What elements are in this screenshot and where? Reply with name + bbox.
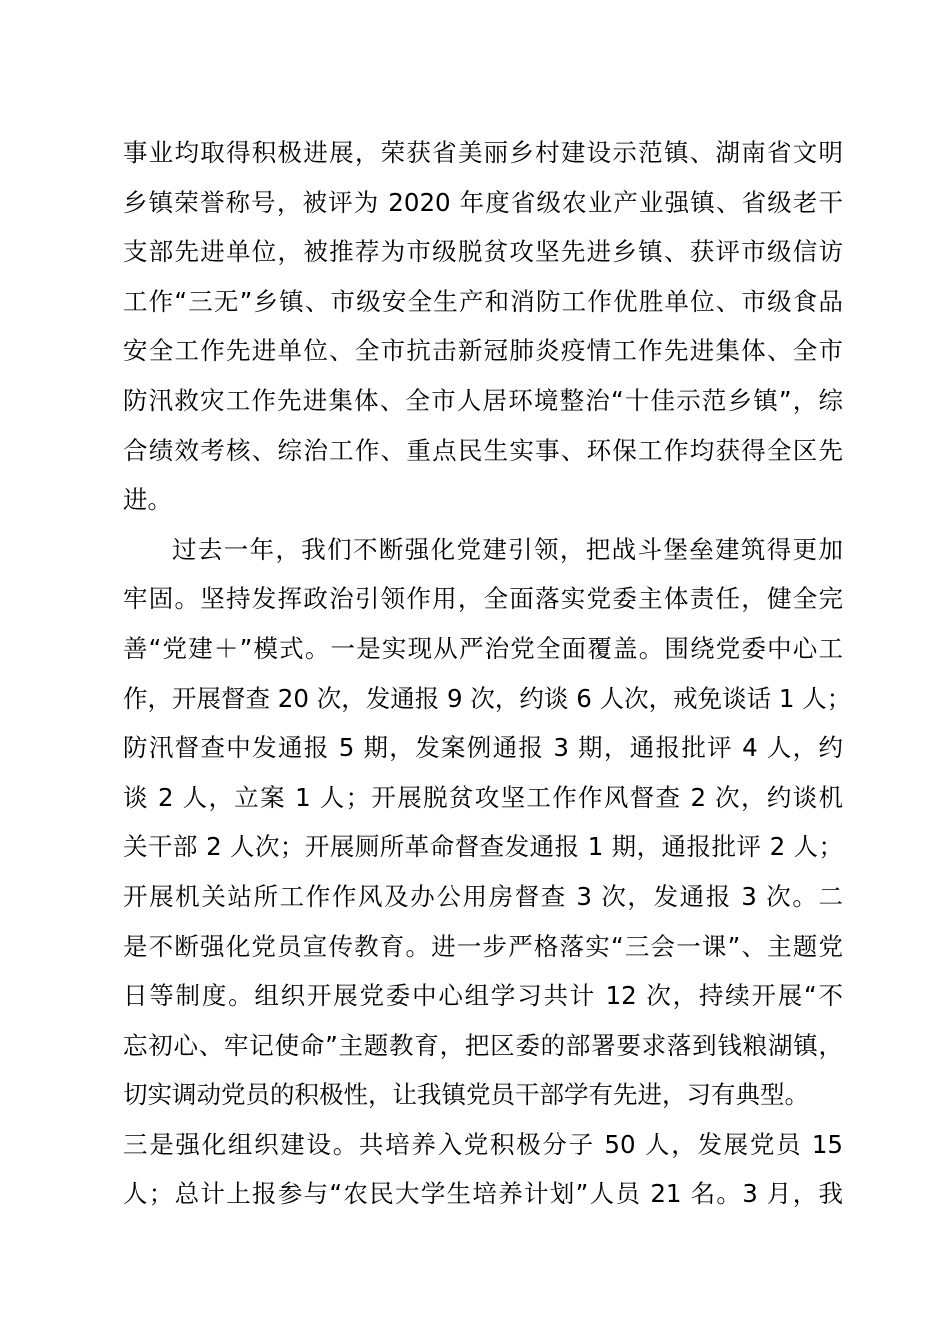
text-line: 切实调动党员的积极性，让我镇党员干部学有先进，习有典型。: [123, 1080, 809, 1110]
paragraph-end-line: 进。: [123, 485, 172, 515]
text-line: 牢固。坚持发挥政治引领作用，全面落实党委主体责任，健全完: [123, 584, 843, 614]
text-line: 支部先进单位，被推荐为市级脱贫攻坚先进乡镇、获评市级信访: [123, 237, 843, 267]
text-line: 三是强化组织建设。共培养入党积极分子 50 人，发展党员 15: [123, 1129, 843, 1159]
text-line: 谈 2 人，立案 1 人；开展脱贫攻坚工作作风督查 2 次，约谈机: [123, 782, 843, 812]
text-line: 善“党建＋”模式。一是实现从严治党全面覆盖。围绕党委中心工: [123, 633, 843, 663]
text-line: 开展机关站所工作作风及办公用房督查 3 次，发通报 3 次。二: [123, 881, 843, 911]
text-line: 事业均取得积极进展，荣获省美丽乡村建设示范镇、湖南省文明: [123, 138, 843, 167]
text-line: 合绩效考核、综治工作、重点民生实事、环保工作均获得全区先: [123, 435, 843, 465]
text-line: 防汛督查中发通报 5 期，发案例通报 3 期，通报批评 4 人，约: [123, 733, 843, 763]
text-line: 人；总计上报参与“农民大学生培养计划”人员 21 名。3 月，我: [123, 1179, 843, 1209]
text-line: 日等制度。组织开展党委中心组学习共计 12 次，持续开展“不: [123, 981, 843, 1011]
text-line: 工作“三无”乡镇、市级安全生产和消防工作优胜单位、市级食品: [123, 286, 843, 316]
text-line: 安全工作先进单位、全市抗击新冠肺炎疫情工作先进集体、全市: [123, 336, 843, 366]
text-line: 关干部 2 人次；开展厕所革命督查发通报 1 期，通报批评 2 人；: [123, 832, 843, 862]
text-line: 是不断强化党员宣传教育。进一步严格落实“三会一课”、主题党: [123, 931, 843, 961]
paragraph-start-line: 过去一年，我们不断强化党建引领，把战斗堡垒建筑得更加: [172, 534, 843, 564]
text-line: 作，开展督查 20 次，发通报 9 次，约谈 6 人次，戒免谈话 1 人；: [123, 683, 852, 713]
text-line: 乡镇荣誉称号，被评为 2020 年度省级农业产业强镇、省级老干: [123, 187, 843, 217]
text-line: 忘初心、牢记使命”主题教育，把区委的部署要求落到钱粮湖镇，: [123, 1030, 843, 1060]
body-text: [123, 128, 852, 1219]
text-line: 防汛救灾工作先进集体、全市人居环境整治“十佳示范乡镇”，综: [123, 385, 843, 415]
